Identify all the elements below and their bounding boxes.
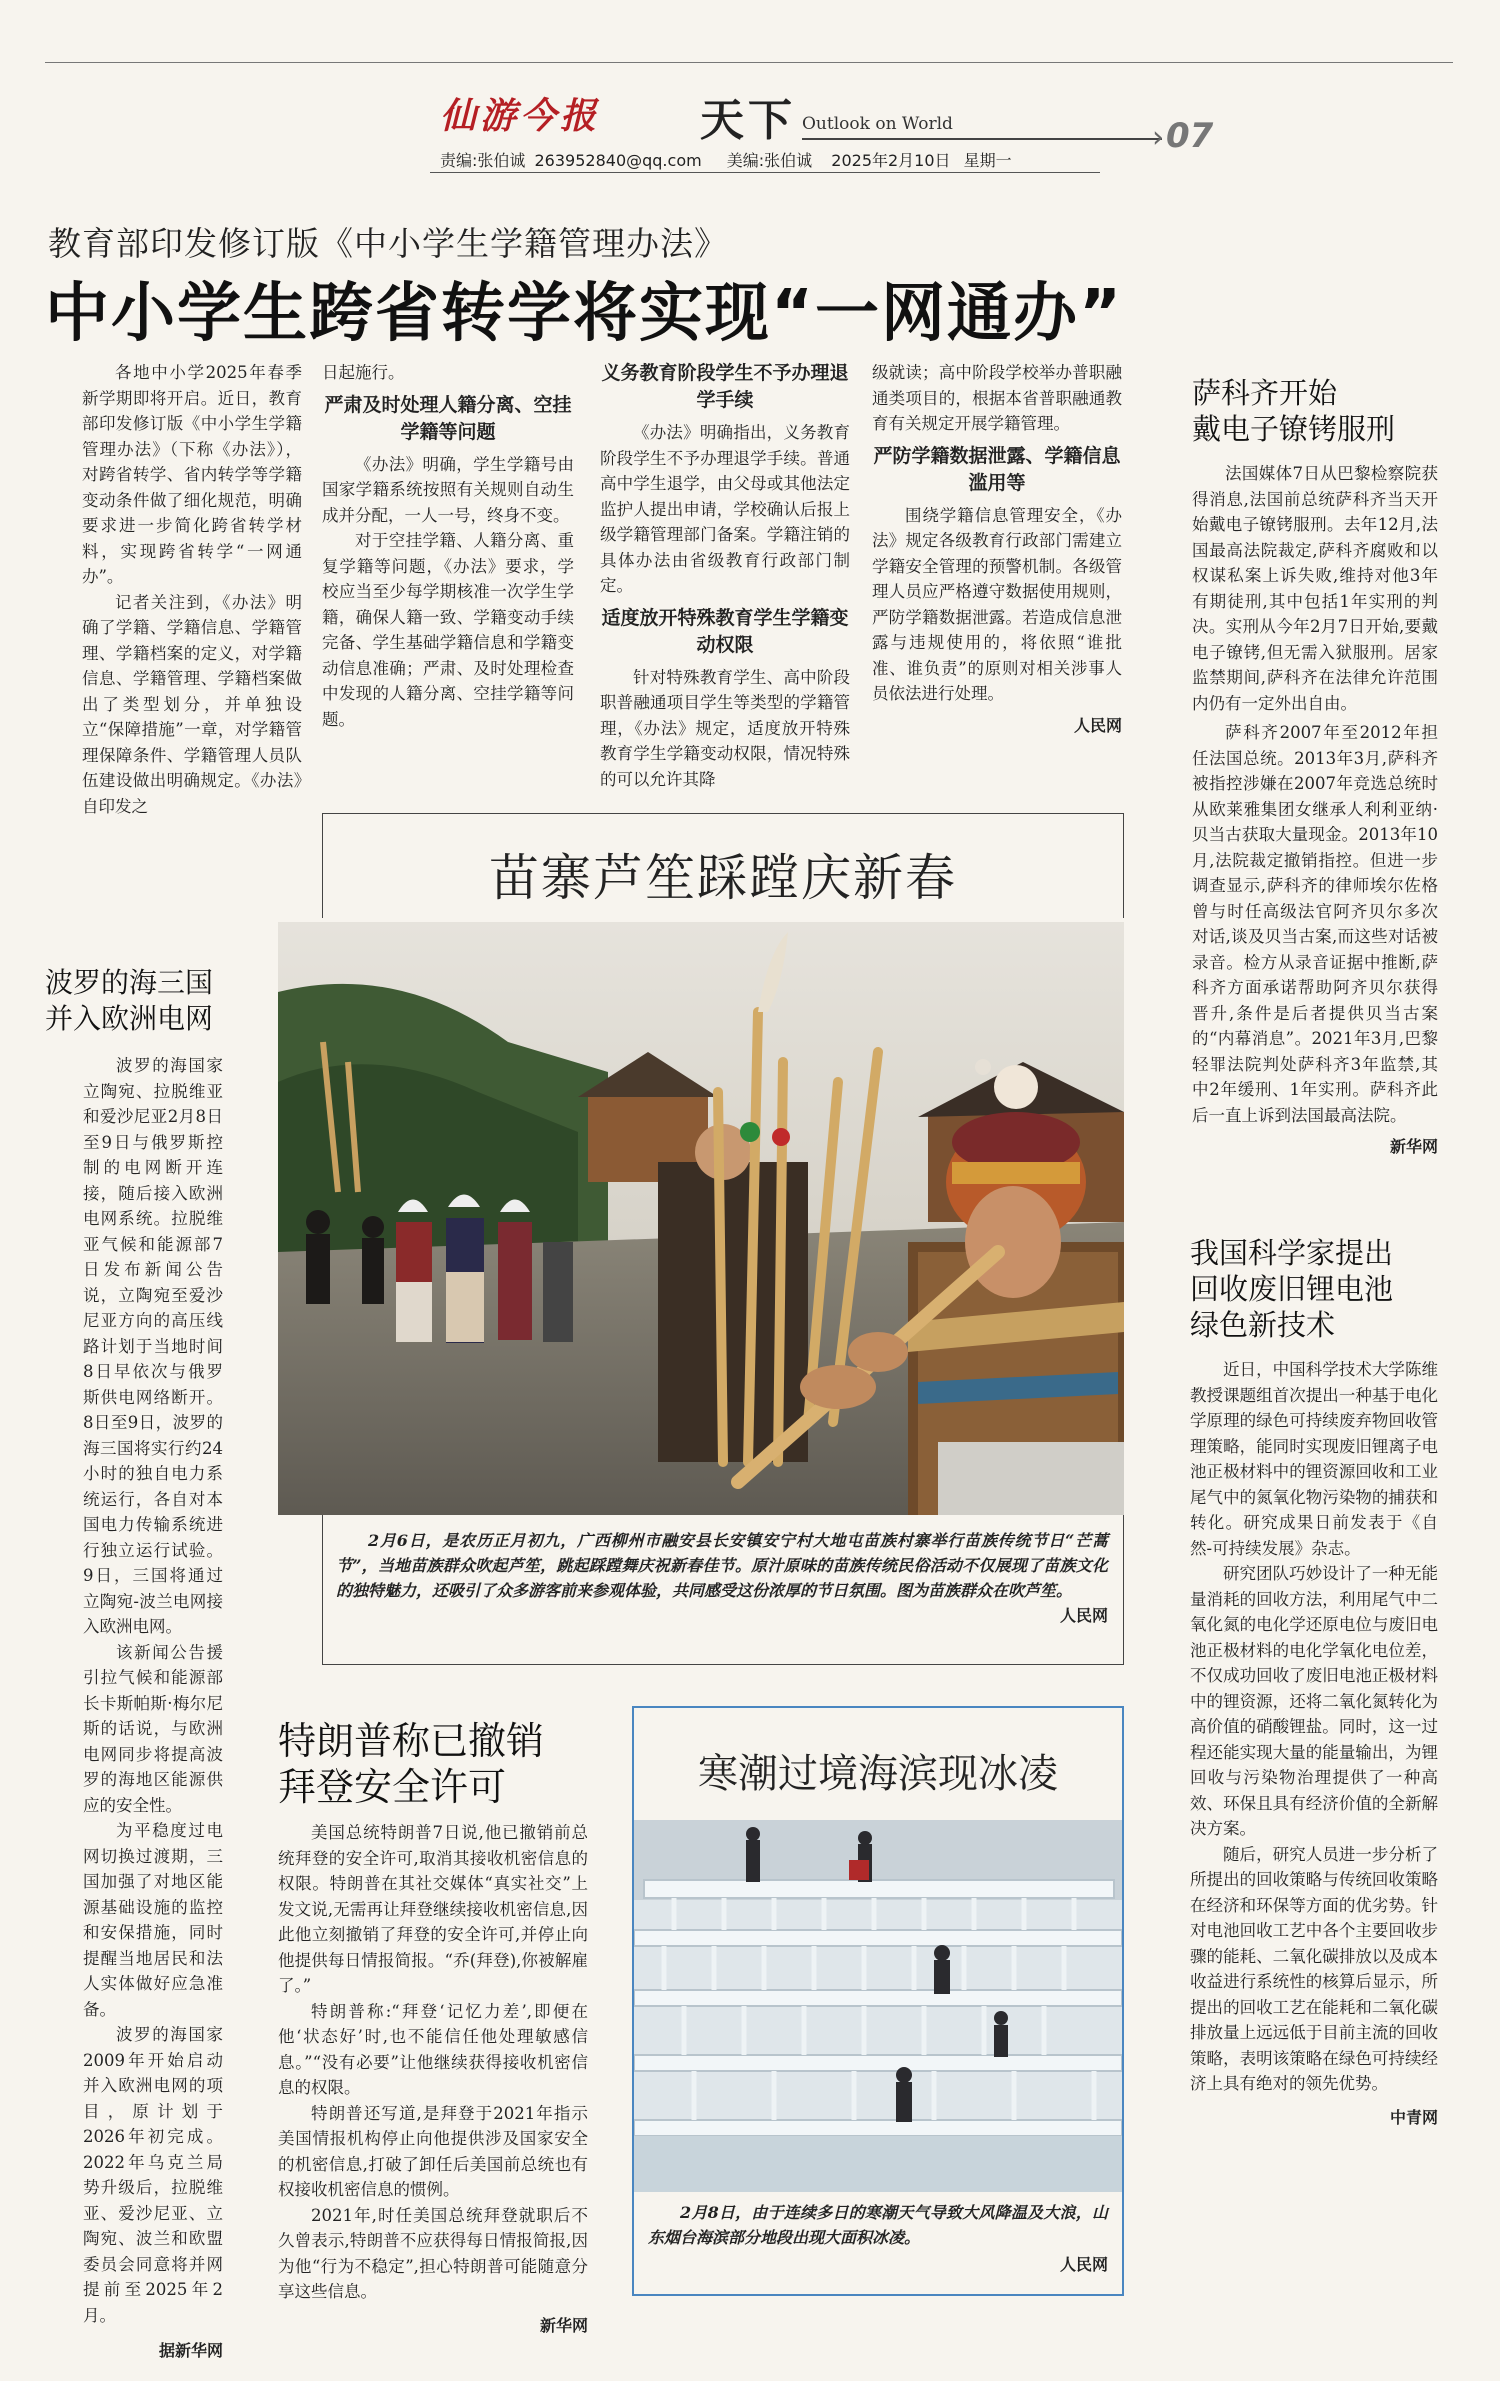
editor-label: 责编:张伯诚 xyxy=(440,151,526,170)
section-name: 天下 xyxy=(700,95,796,146)
trump-para-3: 特朗普还写道,是拜登于2021年指示美国情报机构停止向他提供涉及国家安全的机密信息,打破了卸任后美国前总统也有权接收机密信息的惯例。 xyxy=(278,2103,588,2199)
battery-article xyxy=(1190,1235,1438,2128)
sarkozy-article xyxy=(1192,375,1438,1157)
lead-col-3 xyxy=(600,360,850,792)
lead-kicker: 教育部印发修订版《中小学生学籍管理办法》 xyxy=(48,224,728,263)
sarkozy-headline-2: 戴电子镣铐服刑 xyxy=(1192,412,1396,446)
lead-col2-para-2: 对于空挂学籍、人籍分离、重复学籍等问题，《办法》要求，学校应当至少每学期核准一次学生学籍，确保人籍一致、学籍变动手续完备、学生基础学籍信息和学籍变动信息准确；严肃、及时处理检查中发现的人籍分离、空挂学籍等问题。 xyxy=(322,531,574,729)
lead-col3-para-2: 针对特殊教育学生、高中阶段职普融通项目学生等类型的学籍管理，《办法》规定，适度放开特殊教育学生学籍变动权限，情况特殊的可以允许其降 xyxy=(600,667,850,789)
baltic-para-3: 为平稳度过电网切换过渡期，三国加强了对地区能源基础设施的监控和安保措施，同时提醒当地居民和法人实体做好应急准备。 xyxy=(83,1821,223,2019)
miao-photo xyxy=(278,922,1124,1515)
info-rule xyxy=(430,172,1100,173)
ice-photo xyxy=(634,1820,1122,2192)
top-rule xyxy=(45,62,1453,63)
trump-source: 新华网 xyxy=(539,2315,588,2335)
trump-para-1: 美国总统特朗普7日说,他已撤销前总统拜登的安全许可,取消其接收机密信息的权限。特朗普在其社交媒体“真实社交”上发文说,无需再让拜登继续接收机密信息,因此他立刻撤销了拜登的安全许可,并停止向他提供每日情报简报。“乔(拜登),你被解雇了。” xyxy=(278,1823,588,1995)
lead-col-1 xyxy=(82,360,302,819)
lead-col-4 xyxy=(872,360,1122,736)
masthead-arrow-icon: › xyxy=(1152,120,1164,155)
battery-para-2: 研究团队巧妙设计了一种无能量消耗的回收方法，利用尾气中二氧化氮的电化学还原电位与废旧电池正极材料的电化学氧化电位差，不仅成功回收了废旧电池正极材料中的锂资源，还将二氧化氮转化为高价值的硝酸锂盐。同时，这一过程还能实现大量的能量输出，为锂回收与污染物治理提供了一种高效、环保且具有经济价值的全新解决方案。 xyxy=(1190,1564,1438,1838)
baltic-para-4: 波罗的海国家2009年开始启动并入欧洲电网的项目，原计划于2026年初完成。2022年乌克兰局势升级后，拉脱维亚、爱沙尼亚、立陶宛、波兰和欧盟委员会同意将并网提前至2025年2月。 xyxy=(83,2025,223,2325)
designer-label: 美编:张伯诚 xyxy=(726,151,813,170)
editor-email: 263952840@qq.com xyxy=(534,151,702,170)
ice-headline: 寒潮过境海滨现冰凌 xyxy=(698,1751,1058,1797)
ice-caption: 2月8日，由于连续多日的寒潮天气导致大风降温及大浪，山东烟台海滨部分地段出现大面积冰凌。 xyxy=(648,2203,1108,2247)
paper-name: 仙游今报 xyxy=(440,95,601,137)
lead-col2-para-1: 《办法》明确，学生学籍号由国家学籍系统按照有关规则自动生成并分配，一人一号，终身不变。 xyxy=(322,454,574,525)
lead-col4-para-1: 围绕学籍信息管理安全，《办法》规定各级教育行政部门需建立学籍安全管理的预警机制。各级管理人员应严格遵守数据使用规则，严防学籍数据泄露。若造成信息泄露与违规使用的，将依照“谁批准、谁负责”的原则对相关涉事人员依法进行处理。 xyxy=(872,505,1122,703)
baltic-para-1: 波罗的海国家立陶宛、拉脱维亚和爱沙尼亚2月8日至9日与俄罗斯控制的电网断开连接，随后接入欧洲电网系统。拉脱维亚气候和能源部7日发布新闻公告说，立陶宛至爱沙尼亚方向的高压线路计划于当地时间8日早依次与俄罗斯供电网络断开。8日至9日，波罗的海三国将实行约24小时的独自电力系统运行，各自对本国电力传输系统进行独立运行试验。9日，三国将通过立陶宛-波兰电网接入欧洲电网。 xyxy=(83,1056,223,1636)
sarkozy-para-1: 法国媒体7日从巴黎检察院获得消息,法国前总统萨科齐当天开始戴电子镣铐服刑。去年12月,法国最高法院裁定,萨科齐腐败和以权谋私案上诉失败,维持对他3年有期徒刑,其中包括1年实刑的判决。实刑从今年2月7日开始,要戴电子镣铐,但无需入狱服刑。居家监禁期间,萨科齐在法律允许范围内仍有一定外出自由。 xyxy=(1192,464,1438,713)
battery-headline-1: 我国科学家提出 xyxy=(1190,1236,1394,1270)
trump-headline-1: 特朗普称已撤销 xyxy=(278,1719,545,1763)
miao-headline: 苗寨芦笙踩蹚庆新春 xyxy=(489,849,957,907)
lead-col-2 xyxy=(322,360,574,732)
lead-col3-para-1: 《办法》明确指出，义务教育阶段学生不予办理退学手续。普通高中学生退学，由父母或其他法定监护人提出申请，学校确认后报上级学籍管理部门备案。学籍注销的具体办法由省级教育行政部门制定。 xyxy=(600,423,850,595)
ice-source: 人民网 xyxy=(1059,2255,1108,2274)
section-english: Outlook on World xyxy=(802,114,953,134)
miao-caption: 2月6日，是农历正月初九，广西柳州市融安县长安镇安宁村大地屯苗族村寨举行苗族传统节日“芒蒿节”，当地苗族群众吹起芦笙，跳起踩蹚舞庆祝新春佳节。原汁原味的苗族传统民俗活动不仅展现了苗族文化的独特魅力，还吸引了众多游客前来参观体验，共同感受这份浓厚的节日氛围。图为苗族群众在吹芦笙。 xyxy=(336,1531,1108,1600)
baltic-headline-2: 并入欧洲电网 xyxy=(45,1002,214,1035)
battery-para-3: 随后，研究人员进一步分析了所提出的回收策略与传统回收策略在经济和环保等方面的优劣势。针对电池回收工艺中各个主要回收步骤的能耗、二氧化碳排放以及成本收益进行系统性的核算后显示，所提出的回收工艺在能耗和二氧化碳排放量上远远低于目前主流的回收策略，表明该策略在绿色可持续经济上具有绝对的领先优势。 xyxy=(1190,1844,1438,2093)
lead-col4-subhead: 严防学籍数据泄露、学籍信息滥用等 xyxy=(873,444,1121,494)
lead-col3-subhead-1: 义务教育阶段学生不予办理退学手续 xyxy=(601,362,849,411)
issue-weekday: 星期一 xyxy=(963,151,1012,170)
lead-headline: 中小学生跨省转学将实现“一网通办” xyxy=(45,277,1124,351)
battery-headline-3: 绿色新技术 xyxy=(1190,1308,1336,1342)
trump-para-4: 2021年,时任美国总统拜登就职后不久曾表示,特朗普不应获得每日情报简报,因为他“行为不稳定”,担心特朗普可能随意分享这些信息。 xyxy=(278,2205,588,2301)
sarkozy-source: 新华网 xyxy=(1389,1137,1438,1156)
sarkozy-headline-1: 萨科齐开始 xyxy=(1192,376,1338,410)
baltic-headline-1: 波罗的海三国 xyxy=(45,966,214,999)
miao-source: 人民网 xyxy=(1059,1606,1108,1625)
baltic-article xyxy=(45,965,223,2361)
page-number: 07 xyxy=(1166,116,1214,156)
baltic-para-2: 该新闻公告援引拉气候和能源部长卡斯帕斯·梅尔尼斯的话说，与欧洲电网同步将提高波罗的海地区能源供应的安全性。 xyxy=(83,1642,223,1815)
lead-col4-intro: 级就读；高中阶段学校举办普职融通类项目的，根据本省普职融通教育有关规定开展学籍管理。 xyxy=(872,363,1122,433)
lead-col1-para-1: 各地中小学2025年春季新学期即将开启。近日，教育部印发修订版《中小学生学籍管理办法》（下称《办法》），对跨省转学、省内转学等学籍变动条件做了细化规范，明确要求进一步简化跨省转学材料，实现跨省转学“一网通办”。 xyxy=(82,363,302,586)
issue-date: 2025年2月10日 xyxy=(831,151,951,170)
lead-source: 人民网 xyxy=(1073,715,1122,735)
battery-headline-2: 回收废旧锂电池 xyxy=(1190,1272,1394,1306)
trump-para-2: 特朗普称:“拜登‘记忆力差’,即便在他‘状态好’时,也不能信任他处理敏感信息。”“没有必要”让他继续获得接收机密信息的权限。 xyxy=(278,2001,588,2097)
masthead-info-line xyxy=(440,148,1012,171)
trump-article xyxy=(278,1718,588,2336)
lead-col2-subhead: 严肃及时处理人籍分离、空挂学籍等问题 xyxy=(324,393,572,443)
ice-caption-area xyxy=(648,2200,1108,2275)
trump-headline-2: 拜登安全许可 xyxy=(278,1765,507,1809)
baltic-source: 据新华网 xyxy=(158,2341,223,2360)
miao-caption-area xyxy=(336,1528,1108,1626)
lead-col2-intro: 日起施行。 xyxy=(322,363,405,382)
lead-col3-subhead-2: 适度放开特殊教育学生学籍变动权限 xyxy=(601,606,849,656)
battery-source: 中青网 xyxy=(1389,2107,1438,2127)
sarkozy-para-2: 萨科齐2007年至2012年担任法国总统。2013年3月,萨科齐被指控涉嫌在2007年竞选总统时从欧莱雅集团女继承人利利亚纳·贝当古获取大量现金。2013年10月,法院裁定撤销指控。但进一步调查显示,萨科齐的律师埃尔佐格曾与时任高级法官阿齐贝尔多次对话,谈及贝当古案,而这些对话被录音。检方从录音证据中推断,萨科齐方面承诺帮助阿齐贝尔获得晋升,条件是后者提供贝当古案的“内幕消息”。2021年3月,巴黎轻罪法院判处萨科齐3年监禁,其中2年缓刑、1年实刑。萨科齐此后一直上诉到法国最高法院。 xyxy=(1192,723,1438,1125)
lead-col1-para-2: 记者关注到，《办法》明确了学籍、学籍信息、学籍管理、学籍档案的定义，对学籍信息、学籍管理、学籍档案做出了类型划分，并单独设立“保障措施”一章，对学籍管理保障条件、学籍管理人员队伍建设做出明确规定。《办法》自印发之 xyxy=(82,592,302,816)
masthead-arrow-line xyxy=(802,138,1162,140)
battery-para-1: 近日，中国科学技术大学陈维教授课题组首次提出一种基于电化学原理的绿色可持续废弃物回收管理策略，能同时实现废旧锂离子电池正极材料中的锂资源回收和工业尾气中的氮氧化物污染物的捕获和转化。研究成果日前发表于《自然-可持续发展》杂志。 xyxy=(1190,1360,1438,1558)
